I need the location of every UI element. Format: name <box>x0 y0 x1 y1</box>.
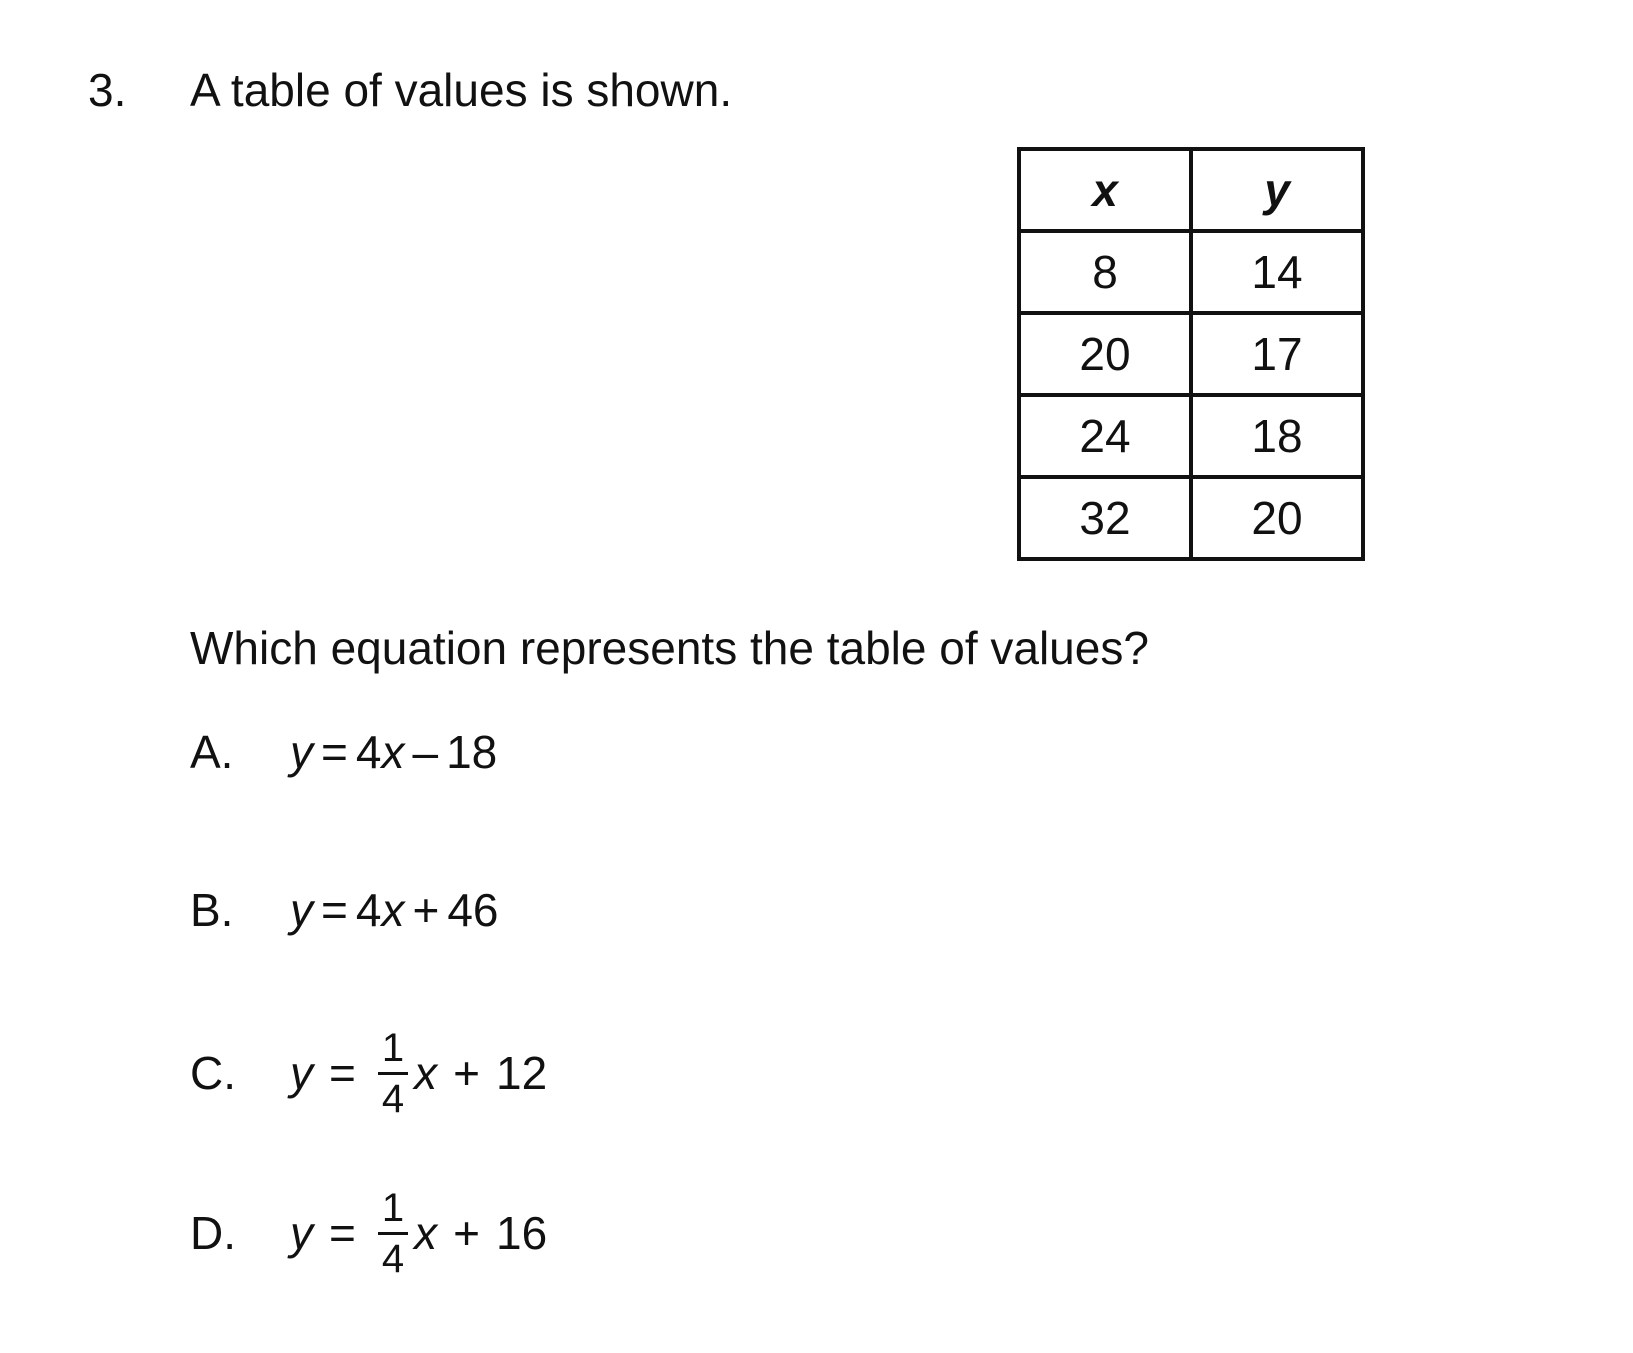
eq-equals: = <box>321 726 348 778</box>
choice-letter: B. <box>190 884 234 936</box>
eq-fraction <box>378 1025 408 1121</box>
choice-b[interactable] <box>190 865 499 955</box>
eq-var-x: x <box>381 884 405 936</box>
table-cell: 20 <box>1191 477 1363 559</box>
eq-var-x: x <box>381 726 405 778</box>
eq-var-y: y <box>290 1207 313 1259</box>
question-prompt: Which equation represents the table of values? <box>190 622 1149 674</box>
choice-equation <box>290 883 499 937</box>
eq-operator: – <box>412 726 439 778</box>
table-cell: 20 <box>1019 313 1191 395</box>
eq-constant: 12 <box>496 1047 548 1099</box>
choice-equation <box>290 1185 548 1281</box>
table-cell: 18 <box>1191 395 1363 477</box>
eq-operator: + <box>453 1207 480 1259</box>
values-table <box>1017 147 1365 561</box>
choice-a[interactable] <box>190 707 497 797</box>
eq-fraction <box>378 1185 408 1281</box>
table-header-row <box>1019 149 1363 231</box>
choice-equation <box>290 1025 548 1121</box>
choice-d[interactable] <box>190 1185 548 1281</box>
question-stem: A table of values is shown. <box>190 64 733 116</box>
eq-var-y: y <box>290 884 313 936</box>
eq-constant: 18 <box>446 726 498 778</box>
eq-equals: = <box>321 884 348 936</box>
table-row <box>1019 231 1363 313</box>
eq-constant: 16 <box>496 1207 548 1259</box>
choice-letter: C. <box>190 1047 236 1099</box>
header-y: y <box>1191 149 1363 231</box>
choice-c[interactable] <box>190 1025 548 1121</box>
eq-operator: + <box>412 884 440 936</box>
eq-equals: = <box>329 1047 356 1099</box>
fraction-numerator: 1 <box>378 1188 408 1235</box>
choice-letter: A. <box>190 726 234 778</box>
table-cell: 24 <box>1019 395 1191 477</box>
eq-coef: 4 <box>355 726 382 778</box>
fraction-denominator: 4 <box>381 1076 405 1121</box>
table-cell: 32 <box>1019 477 1191 559</box>
eq-operator: + <box>453 1047 480 1099</box>
eq-constant: 46 <box>447 884 499 936</box>
table-row <box>1019 313 1363 395</box>
eq-coef: 4 <box>355 884 382 936</box>
eq-equals: = <box>329 1207 356 1259</box>
fraction-denominator: 4 <box>381 1236 405 1281</box>
question-number: 3. <box>88 64 127 116</box>
eq-var-y: y <box>290 726 313 778</box>
table-row <box>1019 477 1363 559</box>
header-x: x <box>1019 149 1191 231</box>
choice-equation <box>290 725 497 779</box>
eq-var-y: y <box>290 1047 313 1099</box>
eq-var-x: x <box>414 1207 438 1259</box>
table-row <box>1019 395 1363 477</box>
table-cell: 14 <box>1191 231 1363 313</box>
eq-var-x: x <box>414 1047 438 1099</box>
choice-letter: D. <box>190 1207 236 1259</box>
fraction-numerator: 1 <box>378 1028 408 1075</box>
table-cell: 17 <box>1191 313 1363 395</box>
table-cell: 8 <box>1019 231 1191 313</box>
